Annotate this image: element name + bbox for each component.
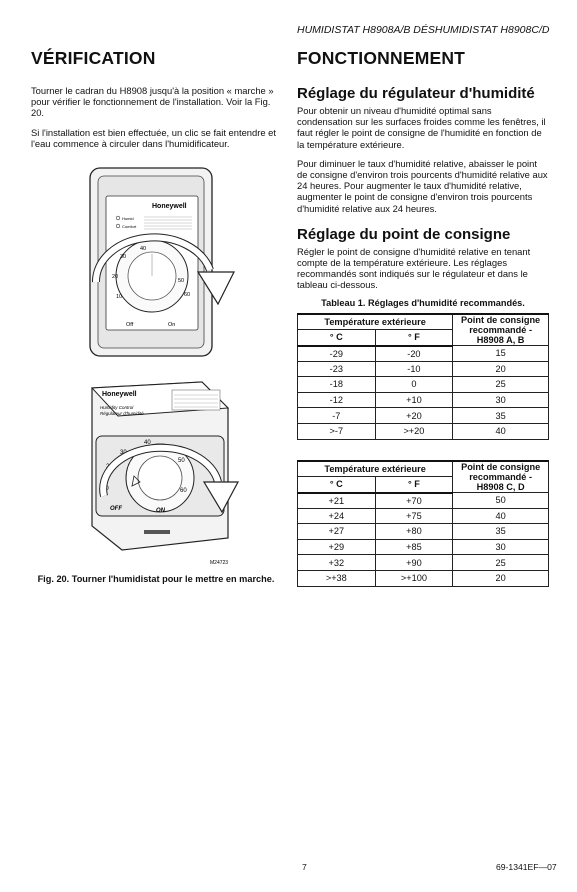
subtitle-fr: Régulateur d'humidité	[100, 411, 144, 416]
page-number: 7	[302, 862, 307, 872]
verification-paragraph-2: Si l'installation est bien effectuée, un clic se fait entendre et l'eau commence à circuler dans l'humidificateur.	[31, 126, 276, 149]
fonctionnement-section	[297, 48, 549, 299]
dial2-mark-40: 40	[144, 440, 151, 446]
running-header: HUMIDISTAT H8908A/B DÉSHUMIDISTAT H8908C/D	[297, 24, 550, 36]
dial-mark-10: 10	[116, 294, 123, 300]
table-row	[298, 423, 549, 439]
dial-mark-60: 60	[184, 292, 191, 298]
subheading-setpoint: Réglage du point de consigne	[297, 225, 511, 243]
table-cell: -23	[298, 361, 376, 377]
figure-caption: Fig. 20. Tourner l'humidistat pour le mettre en marche.	[37, 574, 275, 584]
table-cell: +29	[298, 539, 376, 555]
table-header-group: Température extérieure	[298, 314, 453, 330]
humidistat-perspective-illustration	[82, 378, 242, 568]
table-cell: >+100	[375, 570, 453, 586]
humid-label: Humid	[122, 216, 134, 221]
on-label: On	[168, 322, 176, 328]
table-header-fahrenheit: ° F	[375, 330, 453, 346]
table-cell: -7	[298, 408, 376, 424]
dial2-mark-20: 20	[106, 464, 113, 470]
table-cell: 0	[375, 377, 453, 393]
table-cell: 40	[453, 508, 549, 524]
table-cell: +90	[375, 555, 453, 571]
table-cell: -18	[298, 377, 376, 393]
table-cell: 35	[453, 408, 549, 424]
humidity-table-ab	[297, 313, 549, 440]
table-row	[298, 377, 549, 393]
document-number: 69-1341EF—07	[496, 862, 557, 872]
figure-code: M24723	[210, 560, 229, 566]
table-row	[298, 361, 549, 377]
table-header-celsius: ° C	[298, 330, 376, 346]
table-cell: +10	[375, 392, 453, 408]
fonctionnement-paragraph-2: Pour diminuer le taux d'humidité relative, abaisser le point de consigne d'environ trois pourcents d'humidité relative aux 24 heures. Pour augmenter le taux d'humidité relative, augmenter le point de consigne d'environ trois pourcents d'humidité relative aux 24 heures.	[297, 157, 548, 214]
table-cell: -29	[298, 346, 376, 362]
verification-paragraph-1: Tourner le cadran du H8908 jusqu'à la position « marche » pour vérifier le fonctionnement de l'installation. Voir la Fig. 20.	[31, 85, 274, 119]
comfort-label: Comfort	[122, 224, 137, 229]
dial2-mark-30: 30	[120, 450, 127, 456]
subheading-humidity: Réglage du régulateur d'humidité	[297, 85, 535, 102]
table-cell: +32	[298, 555, 376, 571]
table-cell: >-7	[298, 423, 376, 439]
table2-header-celsius: ° C	[298, 477, 376, 493]
table-cell: -12	[298, 392, 376, 408]
table-cell: 25	[453, 377, 549, 393]
humidistat-front-illustration	[82, 166, 242, 358]
table-cell: +70	[375, 493, 453, 509]
table-row	[298, 555, 549, 571]
dial2-mark-10: 10	[102, 486, 109, 492]
table-cell: >+38	[298, 570, 376, 586]
table-cell: +24	[298, 508, 376, 524]
dial2-mark-60: 60	[180, 488, 187, 494]
dial2-mark-50: 50	[178, 458, 185, 464]
table2-header-group: Température extérieure	[298, 461, 453, 477]
table-cell: 15	[453, 346, 549, 362]
table-cell: +27	[298, 524, 376, 540]
table-row	[298, 539, 549, 555]
fonctionnement-heading: FONCTIONNEMENT	[297, 48, 466, 68]
table-row	[298, 346, 549, 362]
table-row	[298, 524, 549, 540]
brand-logo-front: Honeywell	[152, 203, 187, 210]
fonctionnement-paragraph-1: Pour obtenir un niveau d'humidité optimal sans condensation sur les surfaces froides comme les fenêtres, il faut régler le point de consigne de l'humidité en fonction de la température extérieure.	[297, 105, 546, 150]
table-cell: 25	[453, 555, 549, 571]
table-cell: +20	[375, 408, 453, 424]
brand-logo-perspective: Honeywell	[102, 391, 137, 398]
table2-header-fahrenheit: ° F	[375, 477, 453, 493]
dial-mark-20: 20	[112, 274, 119, 280]
table-cell: 50	[453, 493, 549, 509]
table-cell: -10	[375, 361, 453, 377]
fonctionnement-paragraph-3: Régler le point de consigne d'humidité relative en tenant compte de la température extérieure. Les réglages recommandés sont indiqués sur le régulateur et dans le tableau ci-dessous.	[297, 245, 531, 291]
table-cell: +21	[298, 493, 376, 509]
verification-heading: VÉRIFICATION	[31, 48, 156, 68]
verification-section	[31, 48, 281, 157]
table-cell: >+20	[375, 423, 453, 439]
subtitle-en: Humidity Control	[100, 405, 134, 410]
dial-mark-30: 30	[120, 254, 127, 260]
table2-header-setpoint: Point de consigne recommandé - H8908 C, D	[453, 461, 549, 493]
table-cell: 35	[453, 524, 549, 540]
table-row	[298, 508, 549, 524]
table-header-setpoint: Point de consigne recommandé - H8908 A, B	[453, 314, 549, 346]
table-cell: +85	[375, 539, 453, 555]
off-caps-label: OFF	[110, 506, 122, 512]
table-cell: 30	[453, 539, 549, 555]
dial-mark-40: 40	[140, 246, 147, 252]
table-cell: 30	[453, 392, 549, 408]
table-row	[298, 493, 549, 509]
dial-mark-50: 50	[178, 278, 185, 284]
table-cell: +80	[375, 524, 453, 540]
table-cell: 20	[453, 361, 549, 377]
off-label: Off	[126, 322, 134, 328]
table-row	[298, 570, 549, 586]
table-cell: 40	[453, 423, 549, 439]
table-row	[298, 408, 549, 424]
table-row	[298, 392, 549, 408]
table-cell: 20	[453, 570, 549, 586]
table-cell: -20	[375, 346, 453, 362]
humidity-table-cd	[297, 460, 549, 587]
table-cell: +75	[375, 508, 453, 524]
on-caps-label: ON	[156, 508, 165, 514]
table-title: Tableau 1. Réglages d'humidité recommandés.	[321, 298, 525, 308]
